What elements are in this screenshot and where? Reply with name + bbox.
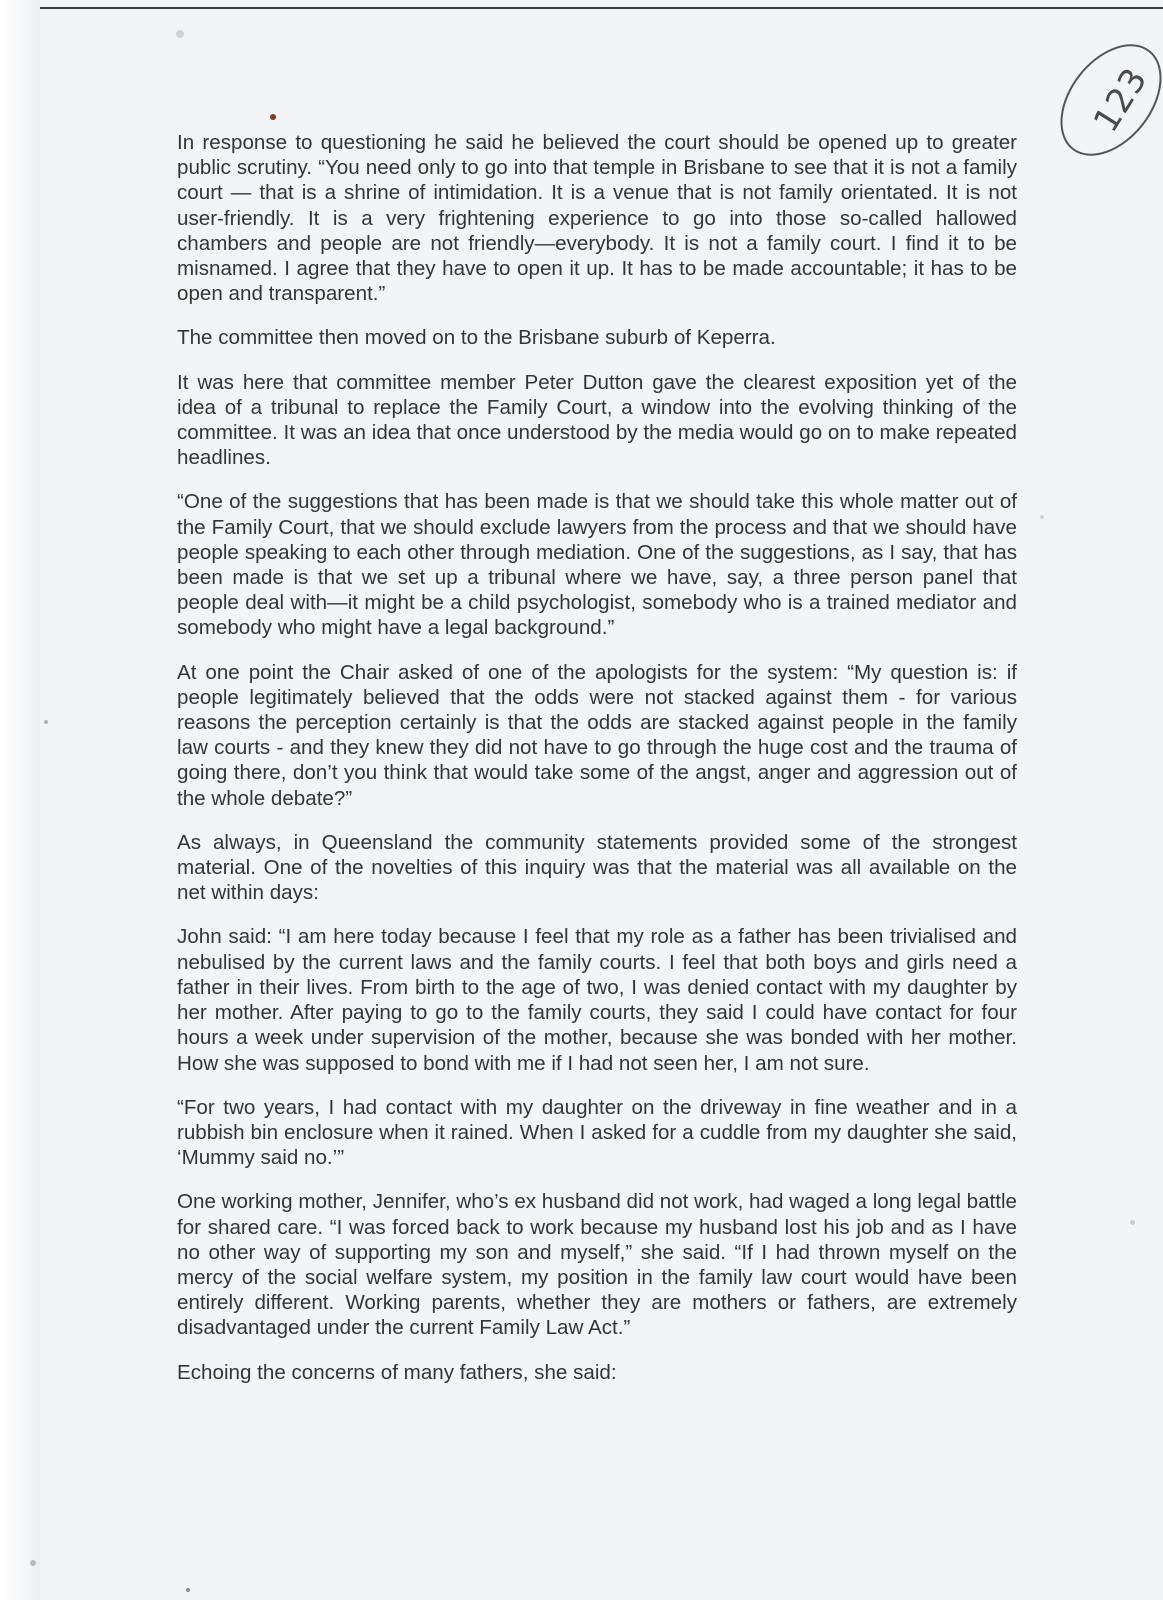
paragraph: “One of the suggestions that has been made is that we should take this whole matter out of the Family Court, that we should exclude lawyers from the process and that we should have people speaking to each other through mediation. One of the suggestions, as I say, that has been made is that we set up a tribunal where we have, say, a three person panel that people deal with—it might be a child psychologist, somebody who is a trained mediator and somebody who might have a legal background.” [177,490,1017,640]
paragraph: One working mother, Jennifer, who’s ex husband did not work, had waged a long legal battle for shared care. “I was forced back to work because my husband lost his job and as I have no other way of supporting my son and myself,” she said. “If I had thrown myself on the mercy of the social welfare system, my position in the family law court would have been entirely different. Working parents, whether they are mothers or fathers, are extremely disadvantaged under the current Family Law Act.” [177,1190,1017,1340]
scan-speck [1040,515,1044,519]
ink-speck [270,114,276,120]
page-number-text: 123 [1085,60,1156,140]
paragraph: Echoing the concerns of many fathers, she said: [177,1360,617,1384]
scan-speck [1130,1220,1135,1225]
handwritten-page-number [1055,34,1163,162]
scan-speck [176,30,184,38]
scan-speck [30,1560,36,1566]
paragraph: At one point the Chair asked of one of the apologists for the system: “My question is: if people legitimately believed that the odds were not stacked against them - for various reasons the perception certainly is that the odds are stacked against people in the family law courts - and they knew they did not have to go through the huge cost and the trauma of going there, don’t you think that would take some of the angst, anger and aggression out of the whole debate?” [177,660,1017,810]
scan-speck [186,1588,190,1592]
paragraph: In response to questioning he said he believed the court should be opened up to greater public scrutiny. “You need only to go into that temple in Brisbane to see that it is not a family court — that is a shrine of intimidation. It is a venue that is not family orientated. It is not user-friendly. It is a very frightening experience to go into those so-called hallowed chambers and people are not friendly—everybody. It is not a family court. I find it to be misnamed. I agree that they have to open it up. It has to be made accountable; it has to be open and transparent.” [177,131,1017,306]
paragraph: John said: “I am here today because I feel that my role as a father has been trivialised and nebulised by the current laws and the family courts. I feel that both boys and girls need a father in their lives. From birth to the age of two, I was denied contact with my daughter by her mother. After paying to go to the family courts, they said I could have contact for four hours a week under supervision of the mother, because she was bonded with her mother. How she was supposed to bond with me if I had not seen her, I am not sure. [177,925,1017,1075]
document-body [177,130,1017,1404]
paragraph: As always, in Queensland the community statements provided some of the strongest material. One of the novelties of this inquiry was that the material was all available on the net within days: [177,830,1017,905]
scan-edge [0,0,40,1600]
paragraph: The committee then moved on to the Brisbane suburb of Keperra. [177,326,776,350]
paragraph: It was here that committee member Peter Dutton gave the clearest exposition yet of the idea of a tribunal to replace the Family Court, a window into the evolving thinking of the committee. It was an idea that once understood by the media would go on to make repeated headlines. [177,370,1017,470]
paragraph: “For two years, I had contact with my daughter on the driveway in fine weather and in a rubbish bin enclosure when it rained. When I asked for a cuddle from my daughter she said, ‘Mummy said no.’” [177,1095,1017,1170]
scan-top-border [40,7,1163,9]
scan-speck [44,720,48,724]
